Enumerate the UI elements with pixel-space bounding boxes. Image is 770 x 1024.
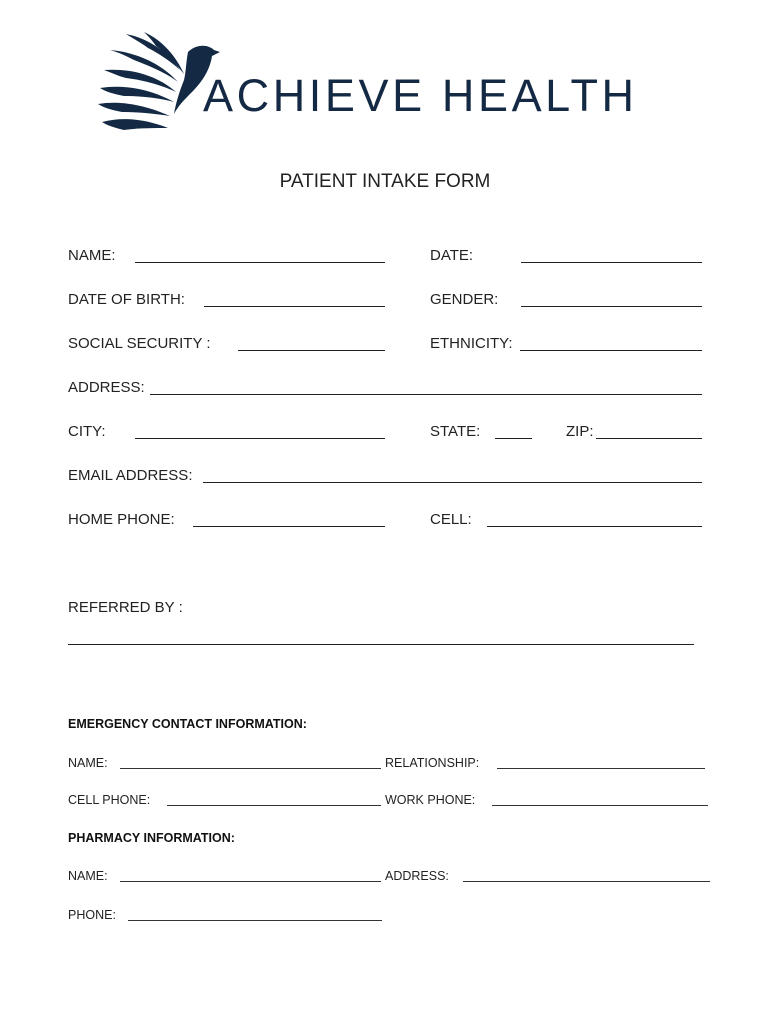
address-label: ADDRESS: <box>68 379 145 396</box>
ssn-label: SOCIAL SECURITY : <box>68 335 211 352</box>
dob-field[interactable] <box>204 306 385 307</box>
emergency-cell-label: CELL PHONE: <box>68 793 151 807</box>
pharmacy-name-label: NAME: <box>68 869 108 883</box>
relationship-field[interactable] <box>497 768 705 769</box>
city-field[interactable] <box>135 438 385 439</box>
name-label: NAME: <box>68 247 116 264</box>
form-title: PATIENT INTAKE FORM <box>279 171 491 192</box>
email-label: EMAIL ADDRESS: <box>68 467 193 484</box>
pharmacy-heading: PHARMACY INFORMATION: <box>68 831 235 845</box>
ethnicity-label: ETHNICITY: <box>430 335 513 352</box>
zip-field[interactable] <box>596 438 702 439</box>
relationship-label: RELATIONSHIP: <box>385 756 480 770</box>
referred-by-label: REFERRED BY : <box>68 599 183 616</box>
pharmacy-address-field[interactable] <box>463 881 710 882</box>
cell-field[interactable] <box>487 526 702 527</box>
email-field[interactable] <box>203 482 702 483</box>
pharmacy-phone-field[interactable] <box>128 920 382 921</box>
name-field[interactable] <box>135 262 385 263</box>
dob-label: DATE OF BIRTH: <box>68 291 185 308</box>
pharmacy-name-field[interactable] <box>120 881 381 882</box>
dove-icon <box>96 30 220 138</box>
pharmacy-address-label: ADDRESS: <box>385 869 449 883</box>
zip-label: ZIP: <box>566 423 594 440</box>
gender-label: GENDER: <box>430 291 499 308</box>
work-phone-field[interactable] <box>492 805 708 806</box>
emergency-heading: EMERGENCY CONTACT INFORMATION: <box>68 717 307 731</box>
brand-name: ACHIEVE HEALTH <box>203 70 638 121</box>
city-label: CITY: <box>68 423 106 440</box>
date-label: DATE: <box>430 247 474 264</box>
emergency-name-label: NAME: <box>68 756 108 770</box>
state-field[interactable] <box>495 438 532 439</box>
date-field[interactable] <box>521 262 702 263</box>
referred-by-field[interactable] <box>68 644 694 645</box>
ssn-field[interactable] <box>238 350 385 351</box>
cell-label: CELL: <box>430 511 472 528</box>
work-phone-label: WORK PHONE: <box>385 793 476 807</box>
home-phone-label: HOME PHONE: <box>68 511 175 528</box>
address-field[interactable] <box>150 394 702 395</box>
home-phone-field[interactable] <box>193 526 385 527</box>
pharmacy-phone-label: PHONE: <box>68 908 116 922</box>
emergency-name-field[interactable] <box>120 768 381 769</box>
gender-field[interactable] <box>521 306 702 307</box>
ethnicity-field[interactable] <box>520 350 702 351</box>
state-label: STATE: <box>430 423 481 440</box>
emergency-cell-field[interactable] <box>167 805 381 806</box>
